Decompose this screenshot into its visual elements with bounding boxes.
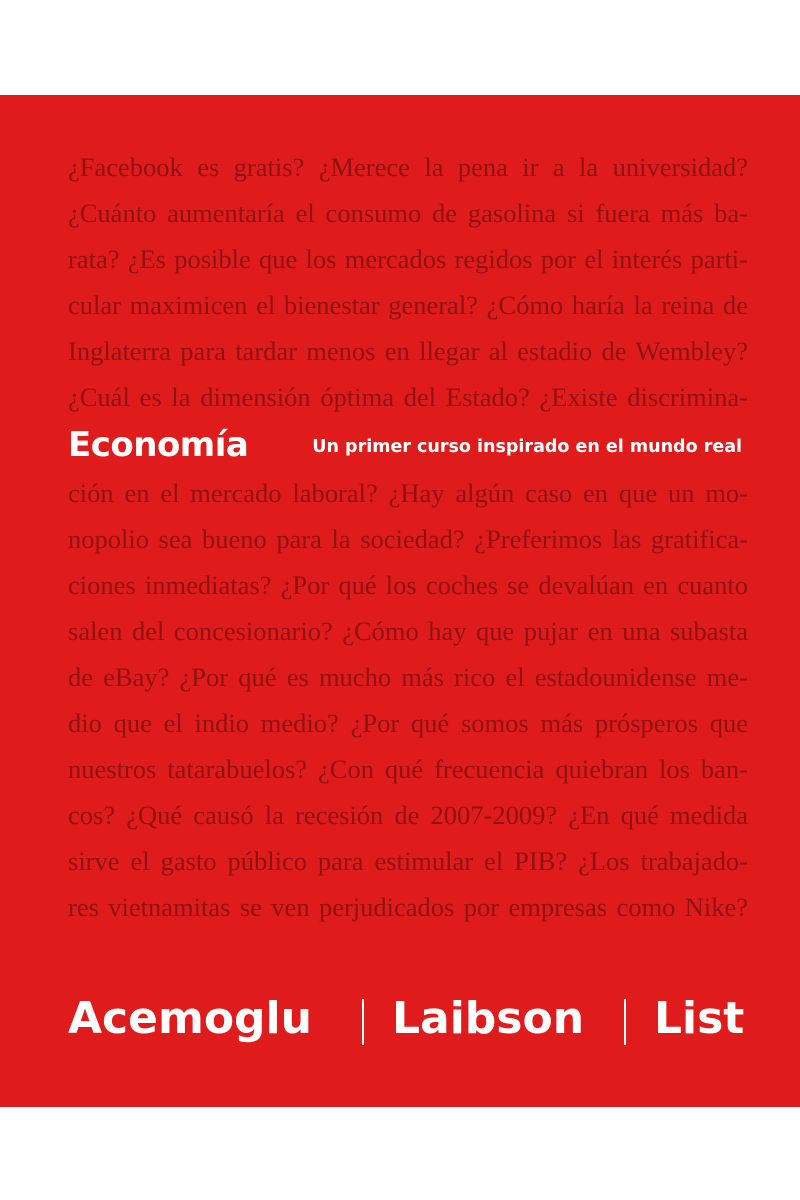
author-divider [362,999,364,1045]
question-line: de eBay? ¿Por qué es mucho más rico el estadounidense me- [68,662,748,692]
question-line: cular maximicen el bienestar general? ¿Cómo haría la reina de [68,290,748,320]
author-laibson: Laibson [392,993,585,1044]
question-line: sirve el gasto público para estimular el PIB? ¿Los trabajado- [68,846,748,876]
question-line: nopolio sea bueno para la sociedad? ¿Preferimos las gratifica- [68,524,748,554]
author-list-name: List [654,993,745,1044]
question-line: Inglaterra para tardar menos en llegar al estadio de Wembley? [68,336,748,366]
question-line: ¿Cuál es la dimensión óptima del Estado? ¿Existe discrimina- [68,382,748,412]
author-divider [624,999,626,1045]
question-line: ¿Cuánto aumentaría el consumo de gasolina si fuera más ba- [68,198,748,228]
author-acemoglu: Acemoglu [68,993,312,1044]
book-title: Economía [68,425,249,465]
title-row [68,423,748,473]
question-line: ¿Facebook es gratis? ¿Merece la pena ir a la universidad? [68,152,748,182]
question-line: nuestros tatarabuelos? ¿Con qué frecuencia quiebran los ban- [68,754,748,784]
question-line: salen del concesionario? ¿Cómo hay que pujar en una subasta [68,616,748,646]
question-line: dio que el indio medio? ¿Por qué somos más prósperos que [68,708,748,738]
book-cover [0,95,800,1107]
question-line: cos? ¿Qué causó la recesión de 2007-2009? ¿En qué medida [68,800,748,830]
question-line: rata? ¿Es posible que los mercados regidos por el interés parti- [68,244,748,274]
question-line: res vietnamitas se ven perjudicados por empresas como Nike? [68,892,748,922]
author-list [68,991,758,1051]
book-subtitle: Un primer curso inspirado en el mundo real [312,437,742,457]
question-line: ciones inmediatas? ¿Por qué los coches se devalúan en cuanto [68,570,748,600]
question-line: ción en el mercado laboral? ¿Hay algún caso en que un mo- [68,478,748,508]
